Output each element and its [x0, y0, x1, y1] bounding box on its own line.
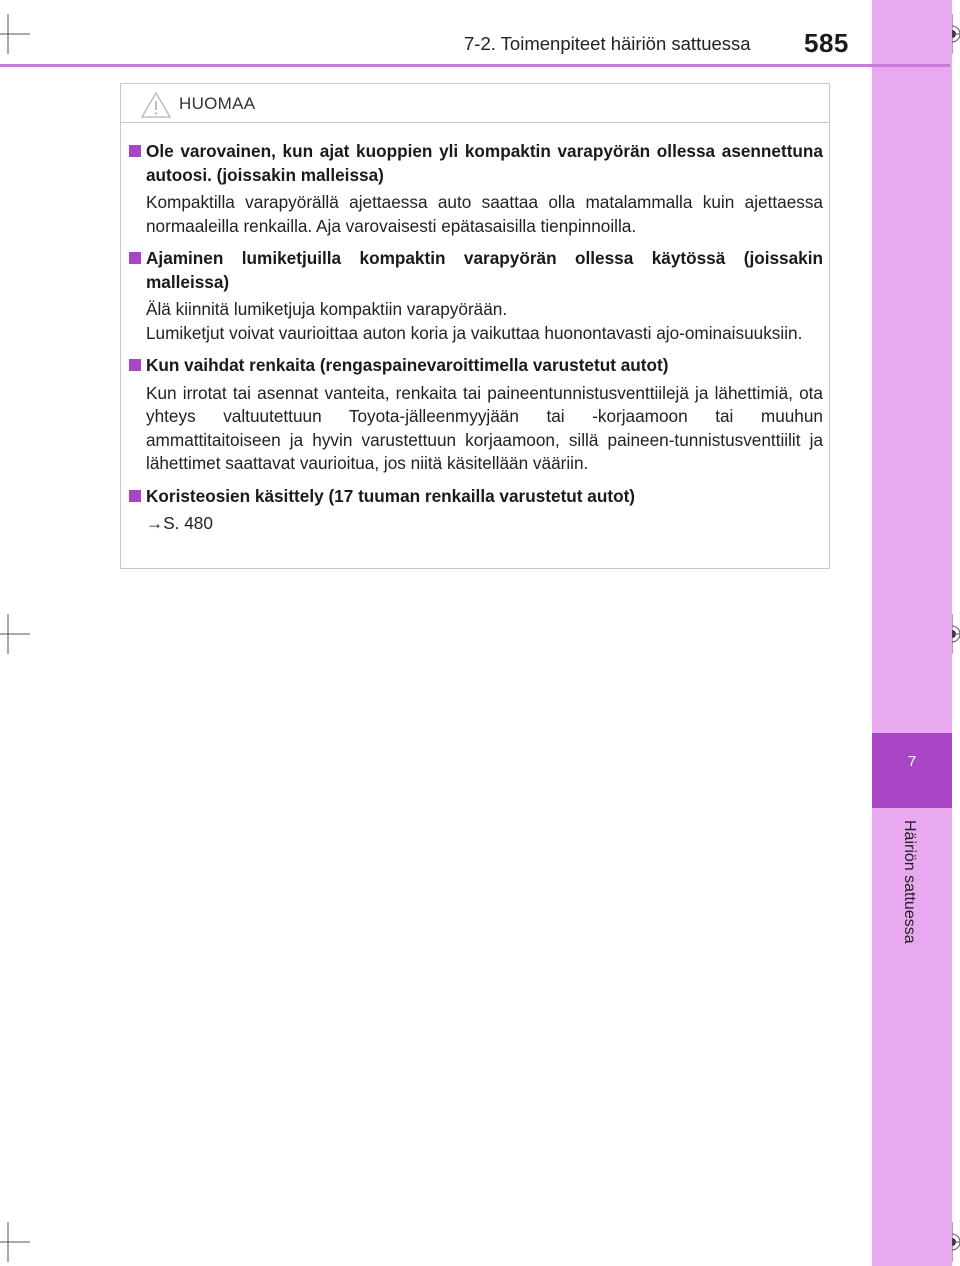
caution-item — [129, 485, 823, 536]
page-number: 585 — [804, 28, 849, 58]
square-bullet-icon — [129, 252, 141, 264]
item-paragraph: Älä kiinnitä lumiketjuja kompaktiin varapyörään. — [146, 299, 508, 319]
chapter-side-band — [872, 0, 952, 1266]
caution-item — [129, 247, 823, 345]
caution-header — [121, 84, 829, 123]
chapter-title-vertical — [894, 820, 924, 980]
item-paragraph: Kun irrotat tai asennat vanteita, renkaita tai paineentunnistusventtiilejä ja lähettimiä, ota yhteys valtuutettuun Toyota-jälleenmyyjään tai -korjaamoon tai muuhun ammattitaitoiseen ja hyvin varustettuun korjaamoon, sillä paineen-tunnistusventtiilit ja lähettimet saattavat vaurioitua, jos niitä käsitellään vääriin. — [146, 382, 823, 473]
section-title: 7-2. Toimenpiteet häiriön sattuessa — [464, 33, 751, 54]
item-heading: Ajaminen lumiketjuilla kompaktin varapyörän ollessa käytössä (joissakin malleissa) — [146, 248, 823, 292]
chapter-title: Häiriön sattuessa — [901, 820, 918, 944]
header-rule — [0, 64, 950, 67]
square-bullet-icon — [129, 490, 141, 502]
crop-mark-top-left — [0, 14, 30, 54]
caution-item — [129, 140, 823, 238]
crop-mark-mid-left — [0, 614, 30, 654]
chapter-tab — [872, 733, 952, 808]
item-heading: Ole varovainen, kun ajat kuoppien yli kompaktin varapyörän ollessa asennettuna autoosi. (joissakin malleissa) — [146, 141, 823, 185]
caution-item — [129, 354, 823, 476]
item-heading: Kun vaihdat renkaita (rengaspainevaroittimella varustetut autot) — [146, 355, 669, 375]
caution-title: HUOMAA — [179, 94, 256, 113]
page-reference-link[interactable]: →S. 480 — [146, 513, 213, 533]
item-paragraph: Kompaktilla varapyörällä ajettaessa auto saattaa olla matalammalla kuin ajettaessa normaaleilla renkailla. Aja varovaisesti epätasaisilla tienpinnoilla. — [146, 192, 823, 236]
warning-triangle-icon — [140, 91, 172, 124]
crop-mark-bottom-left — [0, 1222, 30, 1262]
item-paragraph: Lumiketjut voivat vaurioittaa auton koria ja vaikuttaa huonontavasti ajo-ominaisuuksiin. — [146, 322, 803, 343]
caution-body — [129, 140, 823, 545]
caution-box — [120, 83, 830, 569]
square-bullet-icon — [129, 359, 141, 371]
item-heading: Koristeosien käsittely (17 tuuman renkailla varustetut autot) — [146, 485, 636, 506]
square-bullet-icon — [129, 145, 141, 157]
chapter-number: 7 — [907, 753, 917, 770]
